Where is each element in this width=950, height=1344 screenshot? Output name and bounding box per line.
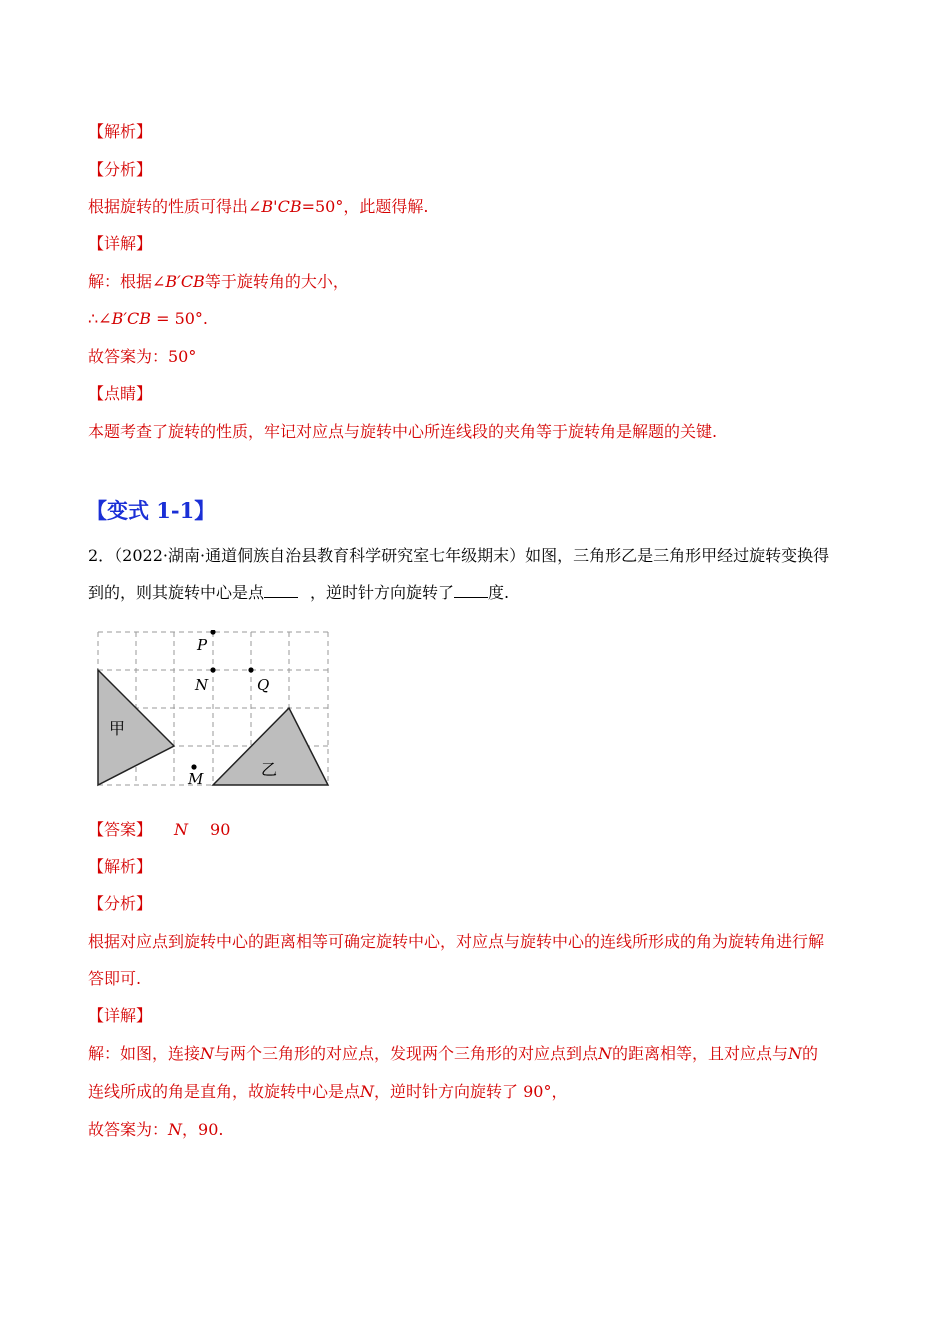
- therefore-math: B′CB: [111, 309, 151, 328]
- daan-value-90: 90: [210, 820, 231, 839]
- label-yi: 乙: [261, 760, 278, 779]
- xiangjie-math: B′CB: [165, 272, 205, 291]
- xiangjie1-a: 解：如图，连接: [88, 1044, 201, 1063]
- question-line2-b: ，逆时针方向旋转了: [310, 583, 455, 602]
- xiangjie2-b: ，逆时针方向旋转了 90°，: [374, 1082, 568, 1101]
- fenxi-text-b: =50°，此题得解.: [301, 197, 429, 216]
- jiexi-label-2: 【解析】: [88, 857, 153, 876]
- point-q-dot: [248, 667, 253, 672]
- xiangjie2-n: N: [360, 1082, 375, 1101]
- fenxi-text: [88, 197, 428, 217]
- jiexi-label: 【解析】: [88, 122, 153, 141]
- point-m-dot: [191, 764, 196, 769]
- answer2-n: N: [168, 1120, 183, 1139]
- fenxi-label: 【分析】: [88, 160, 153, 179]
- fenxi-text-2b: 答即可.: [88, 969, 142, 988]
- xiangjie1-b: 与两个三角形的对应点，发现两个三角形的对应点到点: [214, 1044, 599, 1063]
- question-line2: [88, 583, 509, 603]
- rotation-figure: [96, 630, 332, 790]
- fenxi-text-a: 根据旋转的性质可得出∠: [88, 197, 262, 216]
- therefore-c: .: [202, 309, 209, 328]
- xiangjie2-a: 连线所成的角是直角，故旋转中心是点: [88, 1082, 361, 1101]
- answer-line-2: [88, 1120, 223, 1140]
- point-p-dot: [210, 630, 215, 635]
- daan-label: 【答案】: [88, 820, 153, 839]
- answer2-b: ，90.: [182, 1120, 224, 1139]
- xiangjie-text-2b: [88, 1082, 567, 1102]
- answer2-a: 故答案为：: [88, 1120, 169, 1139]
- therefore-line: [88, 309, 208, 329]
- therefore-a: ∴∠: [88, 309, 112, 328]
- question-line2-c: 度.: [488, 583, 510, 602]
- xiangjie1-d: 的: [802, 1044, 819, 1063]
- xiangjie-label-2: 【详解】: [88, 1006, 153, 1025]
- label-m: M: [188, 770, 204, 788]
- fenxi-text-2a: 根据对应点到旋转中心的距离相等可确定旋转中心，对应点与旋转中心的连线所形成的角为旋转角进行解: [88, 932, 825, 951]
- xiangjie1-n3: N: [788, 1044, 803, 1063]
- daan-line: [88, 820, 230, 840]
- blank-angle: [454, 583, 488, 598]
- dianjing-text: 本题考查了旋转的性质，牢记对应点与旋转中心所连线段的夹角等于旋转角是解题的关键.: [88, 422, 718, 441]
- xiangjie-text-a: 解：根据∠: [88, 272, 166, 291]
- daan-value-n: N: [174, 820, 189, 839]
- therefore-b: = 50°: [150, 309, 203, 328]
- fenxi-math: B'CB: [261, 197, 302, 216]
- label-p: P: [197, 636, 208, 654]
- question-line1: 2．（2022·湖南·通道侗族自治县教育科学研究室七年级期末）如图，三角形乙是三角形甲经过旋转变换得: [88, 546, 830, 565]
- xiangjie1-n1: N: [200, 1044, 215, 1063]
- answer-line: 故答案为：50°: [88, 347, 197, 366]
- label-jia: 甲: [109, 719, 126, 738]
- label-n: N: [195, 676, 209, 694]
- fenxi-label-2: 【分析】: [88, 894, 153, 913]
- xiangjie-text-2a: [88, 1044, 818, 1064]
- xiangjie1-n2: N: [598, 1044, 613, 1063]
- question-line2-a: 到的，则其旋转中心是点: [88, 583, 265, 602]
- variant-title: 【变式 1-1】: [86, 498, 216, 523]
- xiangjie-text-b: 等于旋转角的大小，: [204, 272, 349, 291]
- xiangjie-text: [88, 272, 349, 292]
- blank-center: [264, 583, 298, 598]
- point-n-dot: [210, 667, 215, 672]
- dianjing-label: 【点睛】: [88, 384, 153, 403]
- xiangjie1-c: 的距离相等，且对应点与: [612, 1044, 789, 1063]
- label-q: Q: [257, 676, 270, 694]
- xiangjie-label: 【详解】: [88, 234, 153, 253]
- grid-figure-svg: [96, 630, 332, 790]
